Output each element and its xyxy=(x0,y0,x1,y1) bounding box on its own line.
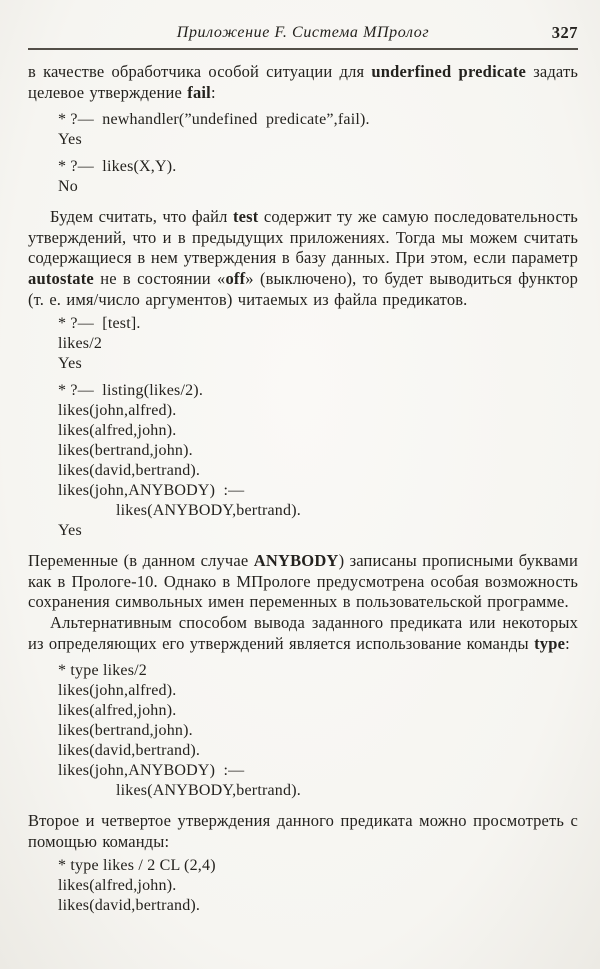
text-segment: задать целевое утверждение xyxy=(28,62,578,102)
code-block-1 xyxy=(58,110,578,197)
code-line: No xyxy=(58,178,78,196)
code-line: likes(john,alfred). xyxy=(58,682,177,700)
code-line: likes/2 xyxy=(58,335,103,353)
code-line: * ?— newhandler(”undefined predicate”,fail). xyxy=(58,111,370,129)
code-line: likes(ANYBODY,bertrand). xyxy=(116,502,301,520)
header-title: Приложение F. Система МПролог xyxy=(176,24,430,41)
paragraph-1 xyxy=(28,62,578,103)
code-line: likes(david,bertrand). xyxy=(58,742,201,760)
text-segment: в качестве обработчика особой ситуации для xyxy=(28,62,372,81)
code-line: likes(john,ANYBODY) :— xyxy=(58,482,245,500)
bold-term: ANYBODY xyxy=(253,551,339,571)
code-line: likes(ANYBODY,bertrand). xyxy=(116,782,301,800)
text-segment: ) записаны прописными буквами как в Прологе-10. Однако в МПрологе предусмотрена особая возможность сохранения символьных имен переменных в пользовательской программе. xyxy=(28,551,578,612)
page-number: 327 xyxy=(551,23,578,42)
bold-term: type xyxy=(534,633,566,653)
paragraph-4 xyxy=(28,613,578,654)
code-line: likes(bertrand,john). xyxy=(58,722,193,740)
code-block-3 xyxy=(58,661,578,801)
bold-term: autostate xyxy=(28,268,94,288)
code-line: * type likes / 2 CL (2,4) xyxy=(58,857,216,875)
paragraph-5 xyxy=(28,811,578,852)
code-line: * ?— likes(X,Y). xyxy=(58,158,177,176)
text-segment: Переменные (в данном случае xyxy=(28,551,254,571)
code-line: * ?— listing(likes/2). xyxy=(58,382,204,400)
text-segment: Второе и четвертое утверждения данного предиката можно просмотреть с помощью команды: xyxy=(28,811,578,851)
code-line: likes(bertrand,john). xyxy=(58,442,193,460)
bold-term: underfined predicate xyxy=(371,62,527,81)
text-segment: содержит ту же самую последовательность утверждений, что и в предыдущих приложениях. Тогда мы можем считать содержащиеся в нем утверждения в базу данных. При этом, если параметр xyxy=(28,207,578,268)
code-line: likes(david,bertrand). xyxy=(58,897,201,915)
text-segment: » (выключено), то будет выводиться функтор (т. е. имя/число аргументов) читаемых из файла предикатов. xyxy=(28,268,579,309)
text-segment: Будем считать, что файл xyxy=(50,207,233,227)
code-block-2 xyxy=(58,314,578,541)
code-line: Yes xyxy=(58,131,82,149)
code-line: Yes xyxy=(58,522,82,540)
text-segment: не в состоянии « xyxy=(93,268,226,288)
bold-term: test xyxy=(232,207,259,227)
code-block-4 xyxy=(58,856,578,916)
code-line: likes(david,bertrand). xyxy=(58,462,201,480)
code-line: likes(alfred,john). xyxy=(58,877,177,895)
running-header xyxy=(28,24,578,46)
bold-term: off xyxy=(225,268,246,288)
code-line: likes(alfred,john). xyxy=(58,422,177,440)
text-segment: : xyxy=(210,82,216,102)
code-line: * type likes/2 xyxy=(58,662,148,680)
text-segment: Альтернативным способом вывода заданного предиката или некоторых из определяющих его утверждений является использование команды xyxy=(28,612,578,653)
code-line: likes(john,ANYBODY) :— xyxy=(58,762,245,780)
paragraph-2 xyxy=(28,207,578,310)
paragraph-3 xyxy=(28,551,578,613)
code-line: Yes xyxy=(58,355,82,373)
text-segment: : xyxy=(565,633,570,653)
code-line: * ?— [test]. xyxy=(58,315,141,333)
bold-term: fail xyxy=(187,82,211,102)
code-line: likes(alfred,john). xyxy=(58,702,177,720)
header-rule xyxy=(28,48,578,50)
code-line: likes(john,alfred). xyxy=(58,402,177,420)
